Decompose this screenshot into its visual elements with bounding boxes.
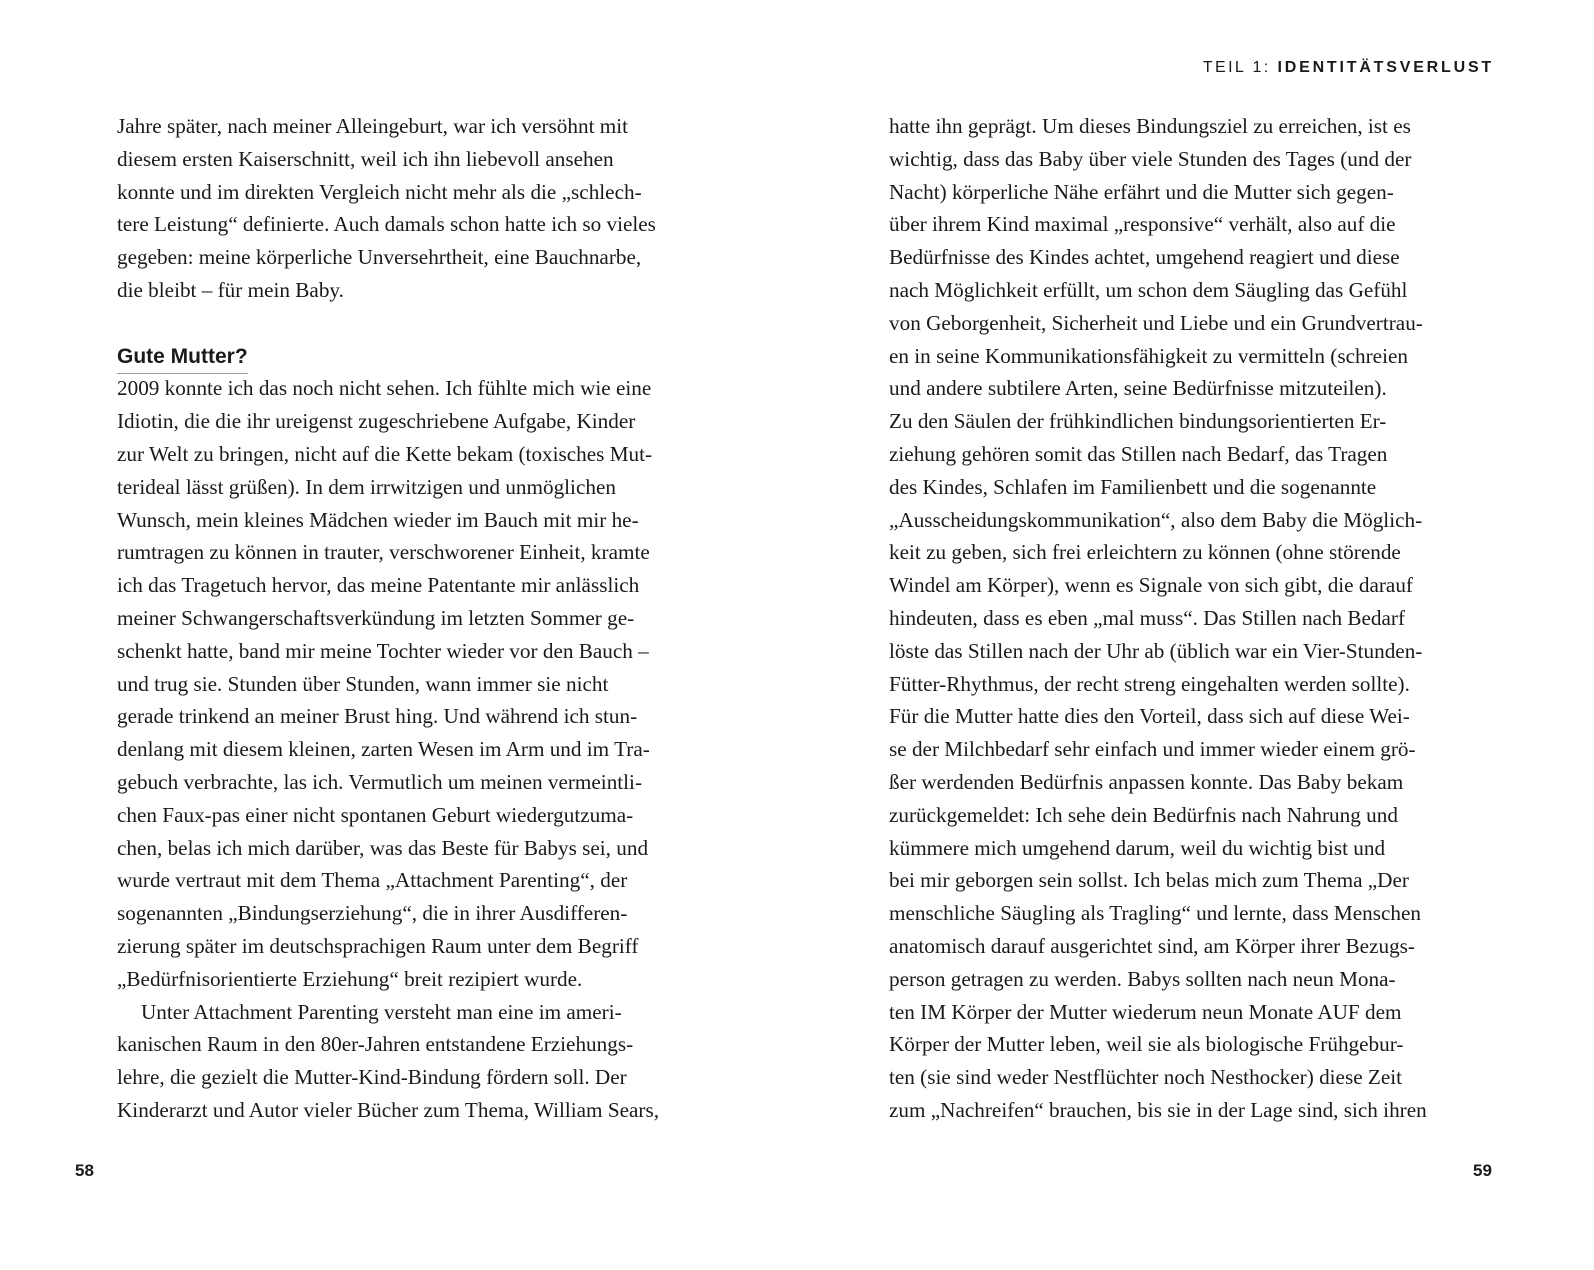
text-line: Unter Attachment Parenting versteht man eine im ameri- [141,999,622,1024]
text-line: en in seine Kommunikationsfähigkeit zu vermitteln (schreien [889,343,1408,368]
text-line: wurde vertraut mit dem Thema „Attachment Parenting“, der [117,868,628,893]
section-heading-wrap [117,340,687,373]
text-line: gerade trinkend an meiner Brust hing. Und während ich stun- [117,704,638,729]
text-line: Fütter-Rhythmus, der recht streng eingehalten werden sollte). [889,671,1410,696]
page-number-left: 58 [75,1161,94,1180]
text-line: kanischen Raum in den 80er-Jahren entstandene Erziehungs- [117,1032,634,1057]
right-page-text [889,110,1459,1127]
text-line: bei mir geborgen sein sollst. Ich belas mich zum Thema „Der [889,868,1409,893]
page-number-right: 59 [1473,1161,1492,1180]
text-line: se der Milchbedarf sehr einfach und immer wieder einem grö- [889,737,1416,762]
text-line: Jahre später, nach meiner Alleingeburt, war ich versöhnt mit [117,114,629,138]
text-line: zum „Nachreifen“ brauchen, bis sie in der Lage sind, sich ihren [889,1097,1427,1122]
text-line: löste das Stillen nach der Uhr ab (üblich war ein Vier-Stunden- [889,638,1423,663]
text-line: zurückgemeldet: Ich sehe dein Bedürfnis nach Nahrung und [889,802,1398,827]
text-line: keit zu geben, sich frei erleichtern zu können (ohne störende [889,540,1401,565]
text-line: kümmere mich umgehend darum, weil du wichtig bist und [889,835,1386,860]
text-line: und trug sie. Stunden über Stunden, wann immer sie nicht [117,671,609,696]
text-line: diesem ersten Kaiserschnitt, weil ich ihn liebevoll ansehen [117,146,614,171]
text-line: chen Faux-pas einer nicht spontanen Geburt wiedergutzuma- [117,802,634,827]
section-heading: Gute Mutter? [117,341,248,375]
text-line: anatomisch darauf ausgerichtet sind, am Körper ihrer Bezugs- [889,933,1415,958]
text-line: lehre, die gezielt die Mutter-Kind-Bindung fördern soll. Der [117,1065,627,1090]
text-line: menschliche Säugling als Tragling“ und lernte, dass Menschen [889,901,1421,926]
text-line: wichtig, dass das Baby über viele Stunden des Tages (und der [889,146,1412,171]
text-line: schenkt hatte, band mir meine Tochter wieder vor den Bauch – [117,638,649,663]
text-line: ßer werdenden Bedürfnis anpassen konnte. Das Baby bekam [889,769,1404,794]
text-line: Bedürfnisse des Kindes achtet, umgehend reagiert und diese [889,245,1400,270]
text-line: tere Leistung“ definierte. Auch damals schon hatte ich so vieles [117,212,656,237]
text-line: Wunsch, mein kleines Mädchen wieder im Bauch mit mir he- [117,507,639,532]
text-line: meiner Schwangerschaftsverkündung im letzten Sommer ge- [117,605,635,630]
text-line: gegeben: meine körperliche Unversehrtheit, eine Bauchnarbe, [117,245,642,270]
text-line: und andere subtilere Arten, seine Bedürfnisse mitzuteilen). [889,376,1387,401]
text-line: ten (sie sind weder Nestflüchter noch Nesthocker) diese Zeit [889,1065,1403,1090]
running-head-title: IDENTITÄTSVERLUST [1277,59,1494,76]
text-line: „Bedürfnisorientierte Erziehung“ breit rezipiert wurde. [117,966,583,991]
text-line: Windel am Körper), wenn es Signale von sich gibt, die darauf [889,573,1413,598]
text-line: sogenannten „Bindungserziehung“, die in ihrer Ausdifferen- [117,901,628,926]
text-line: von Geborgenheit, Sicherheit und Liebe und ein Grundvertrau- [889,310,1423,335]
text-line: ziehung gehören somit das Stillen nach Bedarf, das Tragen [889,441,1388,466]
text-line: Idiotin, die die ihr ureigenst zugeschriebene Aufgabe, Kinder [117,409,636,434]
text-line: nach Möglichkeit erfüllt, um schon dem Säugling das Gefühl [889,277,1408,302]
text-line: zur Welt zu bringen, nicht auf die Kette bekam (toxisches Mut- [117,441,653,466]
text-line: Kinderarzt und Autor vieler Bücher zum Thema, William Sears, [117,1097,660,1122]
text-line: Zu den Säulen der frühkindlichen bindungsorientierten Er- [889,409,1387,434]
text-line: „Ausscheidungskommunikation“, also dem Baby die Möglich- [889,507,1423,532]
text-line: hatte ihn geprägt. Um dieses Bindungsziel zu erreichen, ist es [889,114,1411,138]
text-line: chen, belas ich mich darüber, was das Beste für Babys sei, und [117,835,649,860]
text-line: hindeuten, dass es eben „mal muss“. Das Stillen nach Bedarf [889,605,1406,630]
text-line: die bleibt – für mein Baby. [117,277,344,302]
text-line: Körper der Mutter leben, weil sie als biologische Frühgebur- [889,1032,1404,1057]
paragraph-gap [117,307,687,340]
text-line: über ihrem Kind maximal „responsive“ verhält, also auf die [889,212,1396,237]
text-line: 2009 konnte ich das noch nicht sehen. Ich fühlte mich wie eine [117,376,652,401]
running-head [1203,59,1494,77]
text-line: ten IM Körper der Mutter wiederum neun Monate AUF dem [889,999,1402,1024]
text-line: rumtragen zu können in trauter, verschworener Einheit, kramte [117,540,650,565]
text-line: terideal lässt grüßen). In dem irrwitzigen und unmöglichen [117,474,616,499]
text-line: person getragen zu werden. Babys sollten nach neun Mona- [889,966,1396,991]
text-line: ich das Tragetuch hervor, das meine Patentante mir anlässlich [117,573,640,598]
text-line: Für die Mutter hatte dies den Vorteil, dass sich auf diese Wei- [889,704,1410,729]
running-head-part: TEIL 1: [1202,59,1271,76]
text-line: zierung später im deutschsprachigen Raum unter dem Begriff [117,933,639,958]
left-page-text [117,110,687,1127]
text-line: des Kindes, Schlafen im Familienbett und die sogenannte [889,474,1377,499]
text-line: konnte und im direkten Vergleich nicht mehr als die „schlech- [117,179,642,204]
text-line: denlang mit diesem kleinen, zarten Wesen im Arm und im Tra- [117,737,650,762]
text-line: gebuch verbrachte, las ich. Vermutlich um meinen vermeintli- [117,769,642,794]
text-line: Nacht) körperliche Nähe erfährt und die Mutter sich gegen- [889,179,1394,204]
